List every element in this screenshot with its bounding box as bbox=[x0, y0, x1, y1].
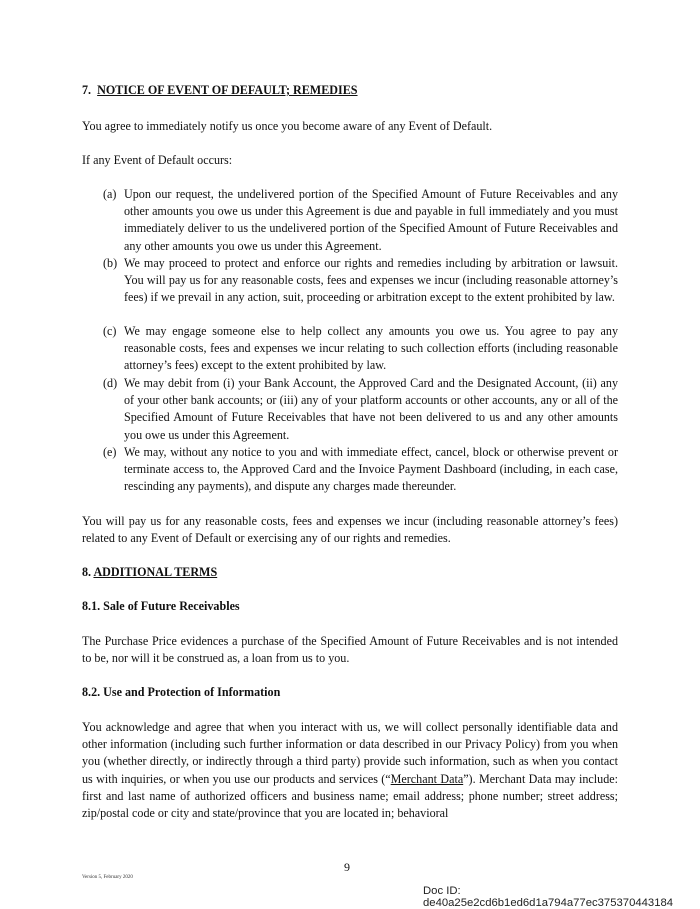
item-text: We may proceed to protect and enforce our rights and remedies including by arbitration or lawsuit. You will pay us for any reasonable costs, fees and expenses we incur (including reasonable attorney’s fees) if we prevail in any action, suit, proceeding or arbitration except to the extent prohibited by law. bbox=[124, 256, 618, 305]
section-8-2-text bbox=[82, 719, 618, 822]
item-label: (d) bbox=[103, 376, 118, 390]
section-8-1-text: The Purchase Price evidences a purchase of the Specified Amount of Future Receivables and is not intended to be, nor will it be construed as, a loan from us to you. bbox=[82, 634, 618, 666]
item-label: (c) bbox=[103, 324, 117, 338]
text-after: ”). Merchant Data may include: first and last name of authorized officers and business name; email address; phone number; street address; zip/postal code or city and state/province that you are located in; behavioral bbox=[82, 771, 618, 821]
item-label: (e) bbox=[103, 445, 117, 459]
version-label: Version 5, February 2020 bbox=[82, 875, 133, 880]
section-7-closing: You will pay us for any reasonable costs, fees and expenses we incur (including reasonable attorney’s fees) related to any Event of Default or exercising any of our rights and remedies. bbox=[82, 514, 618, 546]
remedy-item-c bbox=[103, 323, 618, 375]
item-label: (a) bbox=[103, 187, 117, 201]
section-8-number: 8. bbox=[82, 565, 92, 579]
section-7-number: 7. bbox=[82, 83, 92, 97]
doc-id: Doc ID: de40a25e2cd6b1ed6d1a794a77ec375370443184 bbox=[423, 885, 674, 909]
item-label: (b) bbox=[103, 256, 118, 270]
defined-term-merchant-data: Merchant Data bbox=[390, 771, 464, 786]
item-text: We may engage someone else to help collect any amounts you owe us. You agree to pay any reasonable costs, fees and expenses we incur relating to such collection efforts (including reasonable attorney’s fees) except to the extent prohibited by law. bbox=[124, 324, 618, 373]
remedy-item-d bbox=[103, 375, 618, 444]
section-8-heading bbox=[82, 565, 217, 580]
item-text: We may, without any notice to you and with immediate effect, cancel, block or otherwise prevent or terminate access to, the Approved Card and the Invoice Payment Dashboard (including, in each case, rescinding any payments), and dispute any charges made thereunder. bbox=[124, 445, 618, 494]
section-7-title: NOTICE OF EVENT OF DEFAULT; REMEDIES bbox=[97, 83, 358, 97]
page-number: 9 bbox=[344, 860, 350, 874]
section-8-title: ADDITIONAL TERMS bbox=[93, 565, 218, 579]
remedy-item-a bbox=[103, 186, 618, 255]
item-text: Upon our request, the undelivered portion of the Specified Amount of Future Receivables and any other amounts you owe us under this Agreement is due and payable in full immediately and you must immediately deliver to us the undelivered portion of the Specified Amount of Future Receivables and any other amounts you owe us under this Agreement. bbox=[124, 187, 618, 253]
text-before: You acknowledge and agree that when you interact with us, we will collect personally identifiable data and other information (including such further information or data described in our Privacy Policy) from you when you (whether directly, or indirectly through a third party) provide such information, such as when you contact us with inquiries, or when you use our products and services (“ bbox=[82, 720, 618, 786]
item-text: We may debit from (i) your Bank Account, the Approved Card and the Designated Account, (ii) any of your other bank accounts; or (iii) any of your platform accounts or other accounts, any or all of the Specified Amount of Future Receivables that have not been delivered to us and any other amounts you owe us under this Agreement. bbox=[124, 376, 618, 442]
section-7-lead: If any Event of Default occurs: bbox=[82, 153, 233, 167]
section-7-heading bbox=[82, 83, 358, 98]
section-8-2-heading: 8.2. Use and Protection of Information bbox=[82, 685, 281, 699]
section-7-intro: You agree to immediately notify us once you become aware of any Event of Default. bbox=[82, 119, 493, 133]
remedy-item-b bbox=[103, 255, 618, 307]
remedy-item-e bbox=[103, 444, 618, 496]
section-8-1-heading: 8.1. Sale of Future Receivables bbox=[82, 599, 240, 613]
